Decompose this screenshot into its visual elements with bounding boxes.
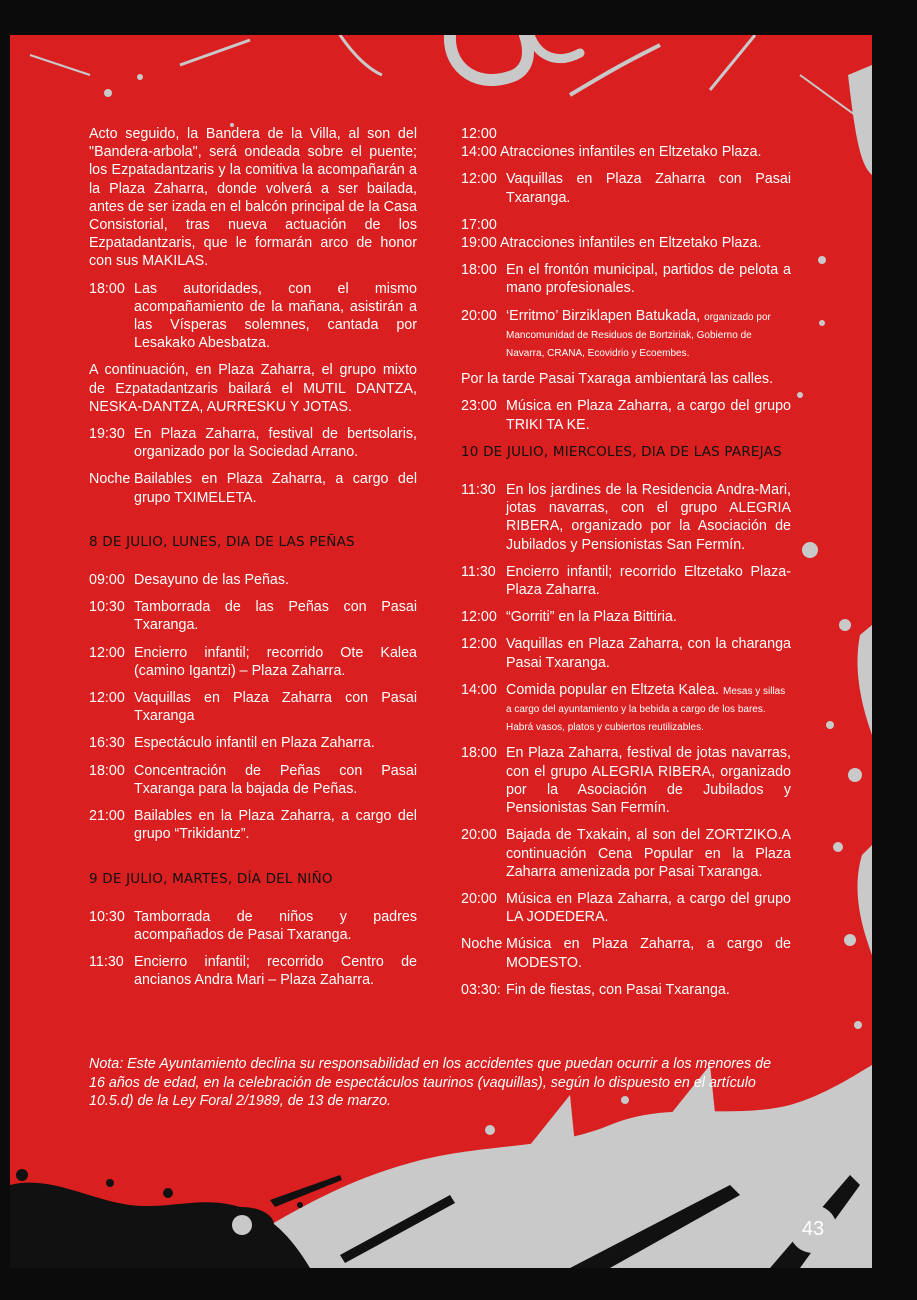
event-time: 20:00 bbox=[461, 890, 497, 907]
event-item bbox=[89, 908, 417, 944]
event-item bbox=[89, 953, 417, 989]
event-text: Encierro infantil; recorrido Eltzetako Plaza-Plaza Zaharra. bbox=[506, 563, 791, 599]
event-time: 12:00 bbox=[461, 636, 497, 653]
event-time: 18:00 bbox=[89, 762, 125, 779]
event-item bbox=[461, 890, 791, 926]
event-item bbox=[89, 598, 417, 634]
event-time: 18:00 bbox=[461, 745, 497, 762]
event-text: ‘Erritmo’ Birziklapen Batukada, bbox=[506, 307, 701, 324]
event-item bbox=[461, 826, 791, 881]
event-text: Encierro infantil; recorrido Centro de ancianos Andra Mari – Plaza Zaharra. bbox=[134, 954, 417, 989]
continuacion-paragraph: A continuación, en Plaza Zaharra, el grupo mixto de Ezpatadantzaris bailará el MUTIL DANTZA, NESKA-DANTZA, AURRESKU Y JOTAS. bbox=[89, 362, 417, 415]
event-item bbox=[461, 307, 791, 362]
event-text: En Plaza Zaharra, festival de bertsolaris, organizado por la Sociedad Arrano. bbox=[134, 426, 417, 461]
event-time: 20:00 bbox=[461, 827, 497, 844]
event-item bbox=[89, 470, 417, 506]
event-time: Noche bbox=[89, 471, 131, 488]
event-item bbox=[89, 280, 417, 353]
event-text: Tamborrada de niños y padres acompañados de Pasai Txaranga. bbox=[134, 908, 417, 943]
event-start-time: 12:00 bbox=[461, 126, 497, 142]
event-time: 11:30 bbox=[89, 954, 124, 971]
event-item bbox=[89, 807, 417, 843]
event-item bbox=[89, 689, 417, 725]
event-text: En el frontón municipal, partidos de pelota a mano profesionales. bbox=[506, 262, 791, 297]
event-item bbox=[461, 397, 791, 433]
event-time: 14:00 bbox=[461, 681, 497, 698]
event-text: En los jardines de la Residencia Andra-Mari, jotas navarras, con el grupo ALEGRIA RIBERA, organizado por la Asociación de Jubilados y Pensionistas San Fermín. bbox=[506, 482, 791, 553]
event-time: 10:30 bbox=[89, 908, 125, 925]
event-item bbox=[461, 744, 791, 817]
event-time: 20:00 bbox=[461, 307, 497, 324]
event-time: 12:00 bbox=[89, 644, 125, 661]
event-note: organizado por Mancomunidad de Residuos de Bortziriak, Gobierno de Navarra, CRANA, Ecovidrio y Ecoembes. bbox=[506, 311, 771, 360]
event-text: Fin de fiestas, con Pasai Txaranga. bbox=[506, 981, 730, 998]
event-text: Desayuno de las Peñas. bbox=[134, 572, 289, 589]
event-time: 12:00 bbox=[461, 171, 497, 188]
event-time: 09:00 bbox=[89, 572, 125, 589]
event-time: 23:00 bbox=[461, 398, 497, 415]
intro-paragraph: Acto seguido, la Bandera de la Villa, al son del "Bandera-arbola", será ondeada sobre el puente; los Ezpatadantzaris y la comitiva la acompañarán a la Plaza Zaharra, donde volverá a ser bailada, antes de ser izada en el balcón principal de la Casa Consistorial, tras nueva actuación de los Ezpatadantzaris, que le formarán arco de honor con sus MAKILAS. bbox=[89, 126, 417, 270]
event-text: Concentración de Peñas con Pasai Txaranga para la bajada de Peñas. bbox=[134, 762, 417, 797]
event-item bbox=[461, 981, 791, 999]
event-time: 10:30 bbox=[89, 599, 125, 616]
event-text: “Gorriti” en la Plaza Bittiria. bbox=[506, 609, 677, 626]
event-text: Música en Plaza Zaharra, a cargo del grupo TRIKI TA KE. bbox=[506, 398, 791, 433]
event-item bbox=[461, 481, 791, 554]
event-text: Vaquillas en Plaza Zaharra con Pasai Txaranga. bbox=[506, 171, 791, 206]
event-item bbox=[461, 635, 791, 671]
event-item bbox=[461, 563, 791, 599]
event-text: Vaquillas en Plaza Zaharra con Pasai Txaranga bbox=[134, 690, 417, 725]
disclaimer-note: Nota: Este Ayuntamiento declina su responsabilidad en los accidentes que puedan ocurrir a los menores de 16 años de edad, en la celebración de espectáculos taurinos (vaquillas), según lo dispuesto en el artículo 10.5.d) de la Ley Foral 2/1989, de 13 de marzo. bbox=[89, 1056, 772, 1109]
event-text: Tamborrada de las Peñas con Pasai Txaranga. bbox=[134, 599, 417, 634]
event-text: Las autoridades, con el mismo acompañamiento de la mañana, asistirán a las Vísperas solemnes, cantada por Lesakako Abesbatza. bbox=[134, 280, 417, 352]
event-item bbox=[89, 734, 417, 752]
event-end-time: 19:00 bbox=[461, 235, 497, 252]
day-heading-9-julio: 9 DE JULIO, MARTES, DÍA DEL NIÑO bbox=[89, 870, 333, 887]
event-time: 11:30 bbox=[461, 482, 496, 499]
event-text: Música en Plaza Zaharra, a cargo de MODESTO. bbox=[506, 936, 791, 971]
event-text: Vaquillas en Plaza Zaharra, con la charanga Pasai Txaranga. bbox=[506, 636, 791, 671]
event-time: 18:00 bbox=[89, 280, 125, 297]
event-text: Atracciones infantiles en Eltzetako Plaza. bbox=[499, 144, 762, 161]
event-item bbox=[89, 762, 417, 798]
event-note: Mesas y sillas a cargo del ayuntamiento y la bebida a cargo de los bares. Habrá vasos, platos y cubiertos reutilizables. bbox=[506, 685, 786, 734]
event-text: En Plaza Zaharra, festival de jotas navarras, con el grupo ALEGRIA RIBERA, organizado por la Asociación de Jubilados y Pensionistas San Fermín. bbox=[506, 745, 791, 817]
event-item-range bbox=[461, 125, 791, 161]
day-heading-10-julio: 10 DE JULIO, MIERCOLES, DIA DE LAS PAREJAS bbox=[461, 443, 782, 460]
event-time: 16:30 bbox=[89, 735, 125, 752]
event-item bbox=[461, 608, 791, 626]
event-item bbox=[461, 261, 791, 297]
event-text: Bajada de Txakain, al son del ZORTZIKO.A continuación Cena Popular en la Plaza Zaharra amenizada por Pasai Txaranga. bbox=[506, 827, 791, 880]
event-time: 21:00 bbox=[89, 808, 125, 825]
brochure-page bbox=[10, 35, 872, 1268]
page-number: 43 bbox=[789, 1205, 837, 1253]
event-text: Espectáculo infantil en Plaza Zaharra. bbox=[134, 735, 375, 752]
event-time: 11:30 bbox=[461, 563, 496, 580]
event-item bbox=[461, 681, 791, 736]
event-text: Encierro infantil; recorrido Ote Kalea (camino Igantzi) – Plaza Zaharra. bbox=[134, 644, 417, 679]
tarde-paragraph: Por la tarde Pasai Txaraga ambientará las calles. bbox=[461, 371, 774, 388]
event-text: Bailables en la Plaza Zaharra, a cargo del grupo “Trikidantz”. bbox=[134, 808, 417, 843]
event-time: 19:30 bbox=[89, 426, 125, 443]
event-item bbox=[461, 170, 791, 206]
event-time: 12:00 bbox=[461, 609, 497, 626]
event-time: 12:00 bbox=[89, 690, 125, 707]
event-time: 18:00 bbox=[461, 262, 497, 279]
left-column bbox=[89, 125, 417, 999]
event-text: Atracciones infantiles en Eltzetako Plaza. bbox=[499, 235, 762, 252]
event-time: 03:30: bbox=[461, 981, 501, 998]
event-text: Música en Plaza Zaharra, a cargo del grupo LA JODEDERA. bbox=[506, 890, 791, 926]
event-text: Comida popular en Eltzeta Kalea. bbox=[506, 681, 719, 698]
event-item bbox=[89, 571, 417, 589]
event-item-range bbox=[461, 216, 791, 252]
day-heading-8-julio: 8 DE JULIO, LUNES, DIA DE LAS PEÑAS bbox=[89, 533, 355, 550]
event-item bbox=[461, 935, 791, 971]
right-column bbox=[461, 125, 791, 1008]
event-item bbox=[89, 425, 417, 461]
event-time: Noche bbox=[461, 936, 503, 953]
event-start-time: 17:00 bbox=[461, 216, 497, 233]
event-end-time: 14:00 bbox=[461, 144, 497, 161]
event-item bbox=[89, 644, 417, 680]
event-text: Bailables en Plaza Zaharra, a cargo del grupo TXIMELETA. bbox=[134, 471, 417, 506]
